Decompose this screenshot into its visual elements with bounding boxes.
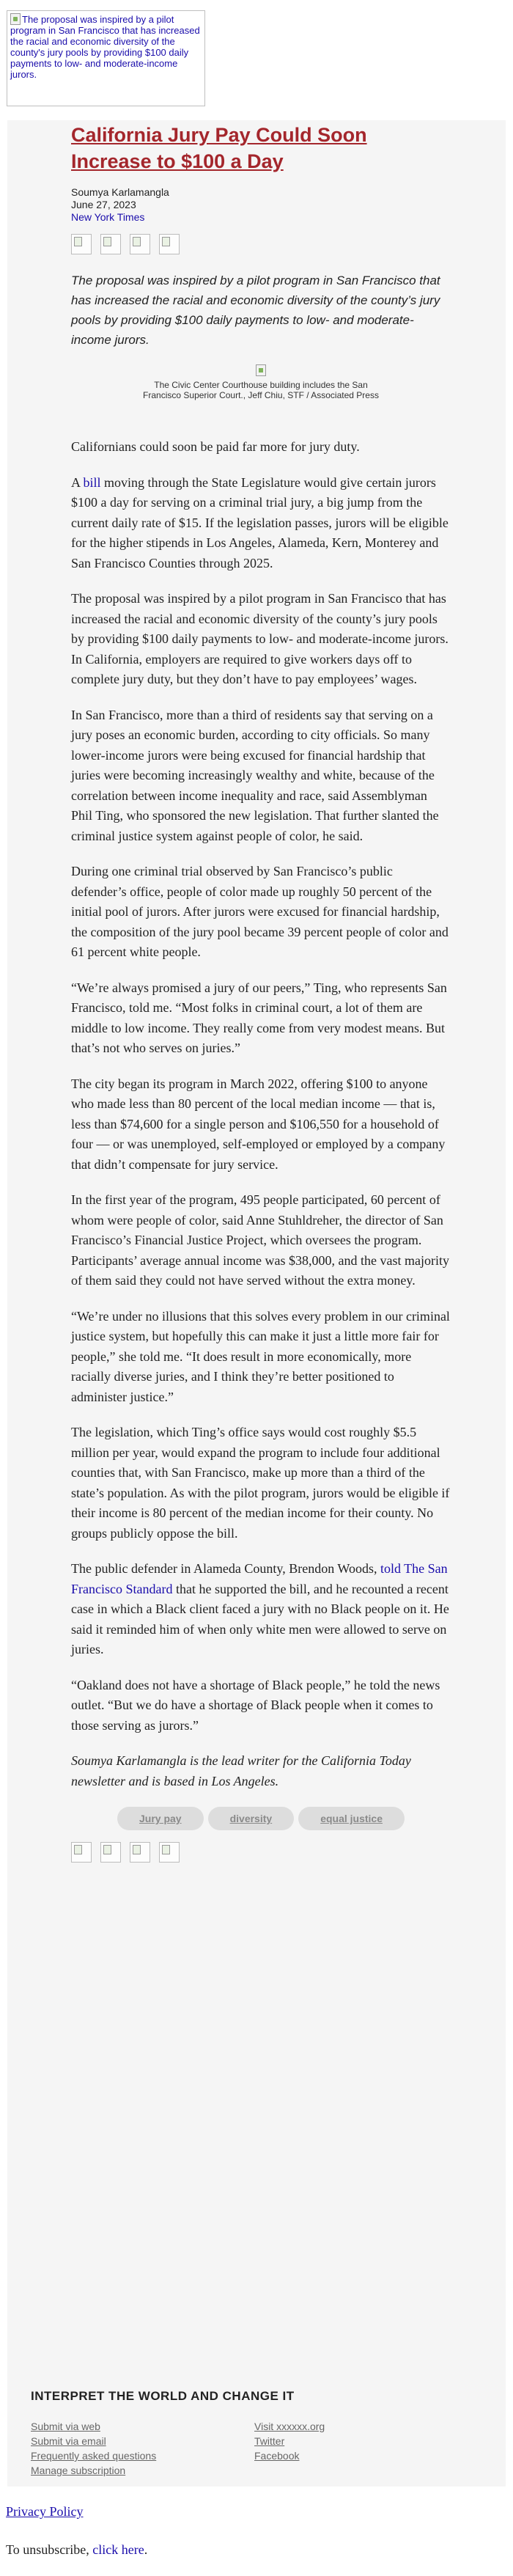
article-figure [71, 364, 451, 400]
paragraph-2-lead: A [71, 474, 84, 490]
bill-link[interactable]: bill [83, 474, 101, 490]
sf-standard-link[interactable]: told The San Francisco Standard [71, 1561, 448, 1596]
share-icons-bottom [71, 1842, 451, 1863]
paragraph-8: In the first year of the program, 495 people participated, 60 percent of whom were people of color, said Anne Stuhldreher, the director of San Francisco’s Financial Justice Project, which oversees the program. Participants’ average annual income was $38,000, and the vast majority of them said they could not have served without the extra money. [71, 1192, 450, 1288]
article-meta [71, 186, 451, 224]
unsubscribe-link[interactable]: click here [92, 2542, 144, 2557]
footer-links-right [254, 2419, 325, 2463]
newsletter-footer [7, 2358, 506, 2487]
paragraph-9: “We’re under no illusions that this solves every problem in our criminal justice system, but hopefully this can make it just a little more fair for people,” she told me. “It does result in more economically, more racially diverse juries, and I think they’re better positioned to administer justice.” [71, 1308, 450, 1404]
publication-link[interactable]: New York Times [71, 211, 145, 223]
hero-image-alt-text: The proposal was inspired by a pilot program in San Francisco that has increased the racial and economic diversity of the county's jury pools by providing $100 daily payments to low- and moderate-income jurors. [10, 14, 200, 80]
article-title-link[interactable]: California Jury Pay Could Soon Increase to $100 a Day [71, 124, 367, 172]
twitter-share-icon[interactable] [100, 1842, 121, 1863]
unsubscribe-line [6, 2542, 147, 2558]
broken-image-icon [256, 364, 266, 376]
article-card [7, 120, 506, 2487]
email-share-icon[interactable] [130, 1842, 150, 1863]
article-body [71, 437, 451, 1791]
unsubscribe-text: To unsubscribe, [6, 2542, 93, 2557]
article-dek: The proposal was inspired by a pilot program in San Francisco that has increased the racial and economic diversity of the county’s jury pools by providing $100 daily payments to low- and moderate-income jurors. [71, 274, 440, 347]
facebook-link[interactable]: Facebook [254, 2450, 300, 2462]
paragraph-2 [71, 473, 451, 574]
article-content [71, 120, 451, 1863]
privacy-policy-link[interactable]: Privacy Policy [6, 2504, 84, 2519]
faq-link[interactable]: Frequently asked questions [31, 2450, 157, 2462]
broken-image-icon [10, 13, 21, 25]
print-share-icon[interactable] [159, 1842, 180, 1863]
footer-heading: INTERPRET THE WORLD AND CHANGE IT [31, 2389, 295, 2403]
tag-list [71, 1807, 451, 1830]
paragraph-3: The proposal was inspired by a pilot program in San Francisco that has increased the racial and economic diversity of the county’s jury pools by providing $100 daily payments to low- and moderate-income jurors. In California, employers are required to give workers days off to complete jury duty, but they don’t have to pay employees’ wages. [71, 591, 449, 686]
publish-date: June 27, 2023 [71, 199, 136, 210]
twitter-link[interactable]: Twitter [254, 2435, 285, 2447]
paragraph-12: “Oakland does not have a shortage of Black people,” he told the news outlet. “But we do have a shortage of Black people when it comes to those serving as jurors.” [71, 1677, 440, 1733]
figure-caption: The Civic Center Courthouse building includes the San Francisco Superior Court., Jeff Chiu, STF / Associated Press [143, 380, 379, 400]
hero-image-placeholder [7, 10, 205, 106]
footer-links-left [31, 2419, 156, 2478]
unsubscribe-period: . [144, 2542, 148, 2557]
paragraph-5: During one criminal trial observed by San Francisco’s public defender’s office, people of color made up roughly 50 percent of the initial pool of jurors. After jurors were excused for financial hardship, the composition of the jury pool became 39 percent people of color and 61 percent white people. [71, 864, 449, 959]
submit-email-link[interactable]: Submit via email [31, 2435, 106, 2447]
visit-site-link[interactable]: Visit xxxxxx.org [254, 2421, 325, 2432]
paragraph-10: The legislation, which Ting’s office says would cost roughly $5.5 million per year, would expand the program to include four additional counties that, with San Francisco, make up more than a third of the state’s population. As with the pilot program, jurors would be eligible if their income is 80 percent of the median income for their county. No groups publicly oppose the bill. [71, 1425, 450, 1541]
paragraph-11-lead: The public defender in Alameda County, Brendon Woods, [71, 1561, 380, 1576]
paragraph-6: “We’re always promised a jury of our peers,” Ting, who represents San Francisco, told me. “Most folks in criminal court, a lot of them are middle to low income. They really come from very modest means. But that’s not who serves on juries.” [71, 980, 447, 1055]
author-bio: Soumya Karlamangla is the lead writer for the California Today newsletter and is based in Los Angeles. [71, 1753, 411, 1788]
paragraph-7: The city began its program in March 2022, offering $100 to anyone who made less than 80 percent of the local median income — that is, less than $74,600 for a single person and $106,550 for a household of four — or was unemployed, self-employed or employed by a company that didn’t compensate for jury service. [71, 1076, 446, 1172]
paragraph-11 [71, 1559, 451, 1660]
author-name: Soumya Karlamangla [71, 186, 169, 198]
tag-diversity[interactable]: diversity [208, 1807, 295, 1830]
paragraph-1: Californians could soon be paid far more for jury duty. [71, 439, 360, 454]
share-icons-top [71, 234, 451, 254]
submit-web-link[interactable]: Submit via web [31, 2421, 100, 2432]
tag-equal-justice[interactable]: equal justice [298, 1807, 405, 1830]
facebook-share-icon[interactable] [71, 234, 92, 254]
email-share-icon[interactable] [130, 234, 150, 254]
paragraph-11-rest: that he supported the bill, and he recounted a recent case in which a Black client faced a jury with no Black people on it. He said it reminded him of when only white men were allowed to serve on juries. [71, 1581, 449, 1656]
twitter-share-icon[interactable] [100, 234, 121, 254]
facebook-share-icon[interactable] [71, 1842, 92, 1863]
tag-jury-pay[interactable]: Jury pay [117, 1807, 204, 1830]
print-share-icon[interactable] [159, 234, 180, 254]
manage-subscription-link[interactable]: Manage subscription [31, 2465, 126, 2476]
paragraph-4: In San Francisco, more than a third of residents say that serving on a jury poses an economic burden, according to city officials. So many lower-income jurors were being excused for financial hardship that juries were becoming increasingly wealthy and white, because of the correlation between income inequality and race, said Assemblyman Phil Ting, who sponsored the new legislation. That further slanted the criminal justice system against people of color, he said. [71, 707, 439, 843]
paragraph-2-rest: moving through the State Legislature would give certain jurors $100 a day for serving on a criminal trial jury, a big jump from the current daily rate of $15. If the legislation passes, jurors will be eligible for the higher stipends in Los Angeles, Alameda, Kern, Monterey and San Francisco Counties through 2025. [71, 474, 449, 570]
